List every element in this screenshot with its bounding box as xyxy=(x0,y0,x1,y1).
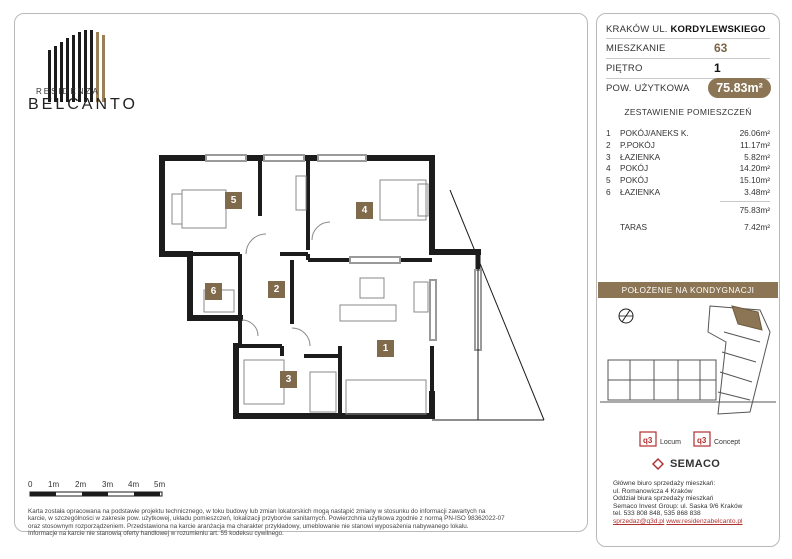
room-area: 3.48m² xyxy=(744,186,770,197)
room-tag-3: 3 xyxy=(280,371,297,388)
semaco-diamond-icon xyxy=(652,458,664,470)
partner-logos xyxy=(636,430,756,478)
room-tag-5: 5 xyxy=(225,192,242,209)
room-tag-6: 6 xyxy=(205,283,222,300)
interior-walls xyxy=(162,158,432,416)
table-row xyxy=(606,152,770,164)
scale-label: 0 xyxy=(28,480,33,489)
room-number: 6 xyxy=(606,186,611,197)
room-name: POKÓJ xyxy=(620,175,649,186)
brand-sub: RESIDENZA xyxy=(36,87,100,96)
contact-line: Semaco Invest Group: ul. Saska 9/6 Kraków xyxy=(613,502,743,510)
disclaimer-line: Informacje na karcie nie stanowią oferty handlowej w rozumieniu art. 55 kodeksu cywilnego. xyxy=(28,529,284,537)
scale-bar xyxy=(28,480,178,500)
floor-value: 1 xyxy=(714,61,721,75)
apartment-label: MIESZKANIE xyxy=(606,43,666,54)
room-name: POKÓJ/ANEKS K. xyxy=(620,128,689,138)
table-row xyxy=(606,140,770,152)
table-row xyxy=(606,128,770,140)
table-row xyxy=(606,163,770,175)
doors xyxy=(242,222,330,346)
room-area: 5.82m² xyxy=(744,151,770,162)
q3d-locum-logo xyxy=(640,432,656,446)
scale-label: 2m xyxy=(75,480,87,489)
room-tag-1: 1 xyxy=(377,340,394,357)
total-area: 75.83m² xyxy=(739,205,770,215)
room-name: P.POKÓJ xyxy=(620,139,655,150)
contact-line: tel. 533 808 848, 535 868 838 xyxy=(613,510,701,518)
scale-label: 3m xyxy=(102,480,114,489)
table-row xyxy=(606,175,770,187)
room-number: 4 xyxy=(606,163,611,174)
room-name: POKÓJ xyxy=(620,163,649,174)
q3d-concept-logo xyxy=(694,432,710,446)
svg-text:q3: q3 xyxy=(643,436,653,445)
terrace-row xyxy=(620,222,770,232)
room-number: 3 xyxy=(606,151,611,162)
apartment-value: 63 xyxy=(714,41,728,55)
room-tag-4: 4 xyxy=(356,202,373,219)
terrace-outline xyxy=(432,190,544,420)
disclaimer-line: karcie, w szczególności w zakresie pow. użytkowej, układu pomieszczeń, lokalizacji przyborów sanitarnych. Powierzchnia użytkowa zgodnie z normą PN-ISO 98362022-07 xyxy=(28,515,505,523)
disclaimer-line: oraz stosownym rozporządzeniem. Przedstawiona na karcie aranżacja ma charakter przykładowy, umeblowanie nie stanowi wyposażenia nabywanego lokalu. xyxy=(28,522,469,530)
area-badge: 75.83m² xyxy=(708,78,771,98)
compass-icon xyxy=(619,309,633,323)
room-number: 1 xyxy=(606,128,611,138)
svg-text:q3: q3 xyxy=(697,436,707,445)
address xyxy=(606,24,766,35)
brand-name: BELCANTO xyxy=(28,96,138,113)
website-link[interactable]: www.residenzabelcanto.pl xyxy=(666,517,743,525)
room-area: 26.06m² xyxy=(739,128,770,138)
concept-label: Concept xyxy=(714,439,741,446)
area-label: POW. UŻYTKOWA xyxy=(606,83,690,94)
table-row xyxy=(606,187,770,199)
room-number: 5 xyxy=(606,175,611,186)
rooms-table xyxy=(606,128,770,199)
address-prefix: KRAKÓW UL. xyxy=(606,24,668,35)
divider xyxy=(606,38,770,39)
disclaimer xyxy=(28,508,583,537)
contact-line: Oddział biura sprzedaży mieszkań xyxy=(613,495,714,503)
semaco-logo-text: SEMACO xyxy=(670,458,721,470)
floor-label: PIĘTRO xyxy=(606,63,643,74)
locum-label: Locum xyxy=(660,439,682,446)
room-area: 11.17m² xyxy=(740,139,770,150)
contact-line: Główne biuro sprzedaży mieszkań: xyxy=(613,480,716,487)
contact-info xyxy=(613,480,773,526)
address-street: KORDYLEWSKIEGO xyxy=(670,24,766,35)
location-map xyxy=(600,302,776,420)
location-header: POŁOŻENIE NA KONDYGNACJI xyxy=(598,282,778,298)
scale-label: 1m xyxy=(48,480,60,489)
summary-title: ZESTAWIENIE POMIESZCZEŃ xyxy=(624,107,752,117)
divider xyxy=(606,58,770,59)
room-name: ŁAZIENKA xyxy=(620,186,661,197)
scale-label: 4m xyxy=(128,480,140,489)
scale-label: 5m xyxy=(154,480,166,489)
room-area: 15.10m² xyxy=(739,175,770,186)
terrace-value: 7.42m² xyxy=(744,222,770,232)
room-name: ŁAZIENKA xyxy=(620,151,661,162)
contact-line: ul. Romanowicza 4 Kraków xyxy=(613,487,693,495)
room-number: 2 xyxy=(606,139,611,150)
scale-ruler xyxy=(28,491,168,497)
room-area: 14.20m² xyxy=(739,163,770,174)
total-divider xyxy=(720,201,770,202)
disclaimer-line: Karta została opracowana na podstawie projektu technicznego, w toku budowy lub zmian lokatorskich mogą nastąpić zmiany w stosunku do informacji zawartych na xyxy=(28,508,486,515)
room-tag-2: 2 xyxy=(268,281,285,298)
terrace-label: TARAS xyxy=(620,222,648,232)
email-link[interactable]: sprzedaz@q3d.pl xyxy=(613,517,665,525)
